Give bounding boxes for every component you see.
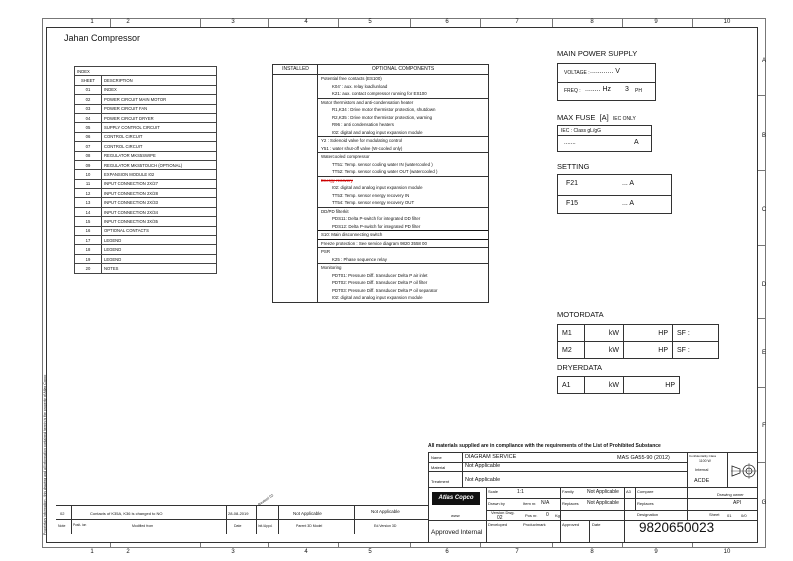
- index-sheet-number: 15: [75, 217, 102, 226]
- column-number: 3: [231, 19, 235, 25]
- dryer-row: [558, 377, 680, 394]
- index-sheet-number: 16: [75, 226, 102, 235]
- column-number-bottom: 2: [126, 549, 130, 555]
- setting-f15-label: F15: [566, 200, 579, 207]
- row-letter: G: [761, 500, 767, 506]
- motordata-table: [557, 324, 719, 359]
- column-number: 1: [90, 19, 94, 25]
- index-description: LEGEND: [102, 245, 217, 254]
- option-section: [318, 208, 488, 232]
- column-number-bottom: 6: [445, 549, 449, 555]
- index-description: POWER CIRCUIT FAN: [102, 104, 217, 113]
- index-sheet-number: 05: [75, 123, 102, 132]
- index-row: [75, 236, 217, 245]
- column-number-bottom: 1: [90, 549, 94, 555]
- treatment-value: Not Applicable: [465, 477, 501, 483]
- rev-header-version: Ed.Version 3D: [374, 524, 397, 528]
- company-title: Jahan Compressor: [64, 33, 141, 43]
- material-value: Not Applicable: [465, 463, 501, 469]
- index-row: [75, 226, 217, 235]
- material-label: Material: [431, 465, 446, 470]
- index-row: [75, 151, 217, 160]
- projection-symbol-icon: [731, 461, 757, 481]
- index-row: [75, 217, 217, 226]
- option-line: Y51 : water shut-off valve (W-cooled only): [321, 145, 403, 151]
- index-description: INDEX: [102, 85, 217, 94]
- sheet-value: 01: [727, 513, 732, 518]
- dryerdata-table: [557, 376, 680, 394]
- column-number: 8: [590, 19, 594, 25]
- option-line: K04' : aux. relay load/unload: [332, 83, 388, 89]
- option-line: PDT02: Pressure Diff. transducer Delta P oil filter: [332, 280, 428, 285]
- drawing-owner-value: API: [733, 500, 742, 506]
- index-header-sheet: SHEET: [75, 76, 102, 85]
- option-line: I02: digital and analog input expansion module: [332, 295, 423, 300]
- proprietary-side-note: Proprietary information - this drawing and all information contained herein is the property of Atlas Copco: [43, 374, 47, 535]
- option-line: K25 : Phase sequence relay: [332, 256, 387, 262]
- option-section: [318, 153, 488, 177]
- sheet-label: Sheet: [709, 512, 720, 517]
- productmark-label: Productmark: [523, 522, 546, 527]
- revision-description: Contacts of K35A, K36 is changed to NO: [90, 511, 163, 516]
- option-section: [318, 177, 488, 208]
- freq-value: ........ Hz: [585, 86, 612, 93]
- index-description: EXPANSION MODULE I02: [102, 170, 217, 179]
- motor-hp: HP: [624, 325, 673, 342]
- option-line: I02: digital and analog input expansion module: [332, 129, 423, 135]
- scale-value: 1:1: [517, 489, 524, 495]
- compliance-statement: All materials supplied are in compliance with the requirements of the List of Prohibited Substance: [428, 443, 661, 449]
- motor-sf: SF :: [673, 342, 719, 359]
- index-row: [75, 113, 217, 122]
- header-optional-components: OPTIONAL COMPONENTS: [371, 66, 435, 72]
- column-number: 7: [515, 19, 519, 25]
- fuse-value: .......: [564, 140, 576, 146]
- column-number: 10: [723, 19, 731, 25]
- developed-label: Developed: [488, 522, 508, 527]
- motor-kw: kW: [585, 342, 624, 359]
- index-sheet-number: 17: [75, 236, 102, 245]
- rev-header-pos: Posit- ion: [73, 523, 87, 527]
- freq-label: FREQ :: [564, 88, 581, 94]
- motor-hp: HP: [624, 342, 673, 359]
- phase-value: 3: [625, 86, 629, 93]
- index-row: [75, 123, 217, 132]
- item-label: Item nr.: [523, 501, 537, 506]
- option-line: Freeze protection : See service diagram 9820 3558 00: [321, 240, 427, 246]
- index-row: [75, 142, 217, 151]
- index-sheet-number: 19: [75, 254, 102, 263]
- pos-label: Pos nr.: [525, 513, 538, 518]
- item-value: N/A: [541, 500, 550, 506]
- revision-number: 02: [60, 511, 65, 516]
- voltage-value: ............ V: [590, 68, 620, 75]
- index-row: [75, 207, 217, 216]
- index-sheet-number: 04: [75, 113, 102, 122]
- motordata-title: MOTORDATA: [557, 310, 604, 319]
- index-sheet-number: 03: [75, 104, 102, 113]
- option-line: Y2 : Solenoid valve for modulating control: [321, 138, 403, 143]
- index-row: [75, 264, 217, 273]
- motor-row: [558, 325, 719, 342]
- index-description: REGULATOR MKS5TOUCH (OPTIONAL): [102, 160, 217, 169]
- index-description: OPTIONAL CONTACTS: [102, 226, 217, 235]
- option-line: TT53: Temp. sensor energy recovery IN: [332, 192, 410, 198]
- column-number: 4: [304, 19, 308, 25]
- sheet-of: 0/0: [741, 513, 747, 518]
- option-line: S10: Main disconnecting switch: [321, 232, 383, 237]
- motor-name: M2: [558, 342, 585, 359]
- option-section: [318, 137, 488, 153]
- setting-title: SETTING: [557, 162, 590, 171]
- fuse-unit: A: [634, 139, 639, 146]
- index-row: [75, 85, 217, 94]
- confidentiality-label: Confidentiality Class: [689, 454, 717, 458]
- column-number-bottom: 3: [231, 549, 235, 555]
- row-letter: C: [761, 207, 767, 213]
- setting-f15-value: ... A: [622, 200, 635, 207]
- motor-name: M1: [558, 325, 585, 342]
- title-block: [428, 452, 758, 543]
- option-line: R1,K34 : Drive motor thermistor protection, shutdown: [332, 107, 436, 112]
- row-letter: B: [761, 133, 766, 139]
- index-sheet-number: 20: [75, 264, 102, 273]
- dryer-hp: HP: [624, 377, 680, 394]
- revision-block: [56, 493, 428, 533]
- option-line: Monitoring: [321, 265, 342, 270]
- index-row: [75, 254, 217, 263]
- index-description: LEGEND: [102, 254, 217, 263]
- option-line: PDT01: Pressure Diff. transducer Delta P air inlet: [332, 272, 428, 278]
- index-description: LEGEND: [102, 236, 217, 245]
- date-label: Date: [592, 522, 601, 527]
- index-description: CONTROL CIRCUIT: [102, 132, 217, 141]
- motor-kw: kW: [585, 325, 624, 342]
- treatment-label: Treatment: [431, 479, 450, 484]
- drawn-by-label: Drawn by: [488, 501, 505, 506]
- approved-by-label: Approved: [562, 522, 580, 527]
- option-line: TT52: Temp. sensor cooling water OUT (watercooled ): [332, 169, 438, 174]
- index-sheet-number: 11: [75, 179, 102, 188]
- option-line: K21: aux. contact compressor running for ES100: [332, 91, 427, 96]
- index-description: CONTROL CIRCUIT: [102, 142, 217, 151]
- option-line: TT54: Temp. sensor energy recovery OUT: [332, 200, 415, 205]
- setting-box: [557, 174, 672, 214]
- pos-value: 0: [546, 512, 549, 518]
- approval-status: Approved Internal: [431, 529, 483, 536]
- index-sheet-number: 14: [75, 207, 102, 216]
- index-sheet-number: 01: [75, 85, 102, 94]
- family-value: Not Applicable: [587, 489, 619, 495]
- designation-label: Designation: [637, 512, 659, 517]
- revision-cad2: Not Applicable: [371, 509, 400, 514]
- column-number: 6: [445, 19, 449, 25]
- column-number: 2: [126, 19, 130, 25]
- kg-label: Kg: [555, 513, 560, 518]
- option-section: [318, 99, 488, 138]
- scale-label: Scale: [488, 489, 499, 494]
- motor-row: [558, 342, 719, 359]
- internal-label: Internal: [695, 467, 709, 472]
- header-installed: INSTALLED: [282, 66, 309, 72]
- power-supply-box: [557, 63, 656, 101]
- rev-header-modified: Modified from: [132, 524, 154, 528]
- www-label: www: [451, 513, 460, 518]
- revision-cad1: Not Applicable: [293, 511, 322, 516]
- column-number-bottom: 5: [368, 549, 372, 555]
- column-number-bottom: 9: [654, 549, 658, 555]
- index-description: INPUT CONNECTION 2X/34: [102, 207, 217, 216]
- index-row: [75, 132, 217, 141]
- index-description: POWER CIRCUIT MAIN MOTOR: [102, 95, 217, 104]
- family-label: Family: [562, 489, 574, 494]
- option-line: TT51: Temp. sensor cooling water IN (watercooled ): [332, 161, 433, 167]
- option-line: PSR: [321, 249, 331, 254]
- index-sheet-number: 07: [75, 142, 102, 151]
- index-description: INPUT CONNECTION 3X/35: [102, 217, 217, 226]
- version-label: Version Dwg.: [491, 510, 515, 515]
- version-value: 02: [497, 515, 503, 521]
- option-line: I02: digital and analog input expansion module: [332, 185, 423, 190]
- column-number: 9: [654, 19, 658, 25]
- option-line: Energy recovery: [321, 177, 353, 183]
- name-label: Name: [431, 455, 442, 460]
- index-sheet-number: 10: [75, 170, 102, 179]
- index-description: POWER CIRCUIT DRYER: [102, 113, 217, 122]
- index-sheet-number: 12: [75, 189, 102, 198]
- index-sheet-number: 09: [75, 160, 102, 169]
- compare-label: Compare: [637, 489, 654, 494]
- index-row: [75, 170, 217, 179]
- phase-unit: PH: [635, 88, 642, 94]
- replaces-value: Not Applicable: [587, 500, 619, 506]
- index-description: INPUT CONNECTION 2X/33: [102, 198, 217, 207]
- replaces-compare-label: Replaces: [637, 501, 654, 506]
- rev-header-note: Note: [58, 524, 66, 528]
- column-number: 5: [368, 19, 372, 25]
- motor-sf: SF :: [673, 325, 719, 342]
- index-sheet-number: 13: [75, 198, 102, 207]
- dryerdata-title: DRYERDATA: [557, 363, 603, 372]
- replaces-label: Replaces: [562, 501, 579, 506]
- a3-label: A3: [626, 489, 631, 494]
- rev-header-init: Init./Appd.: [258, 524, 273, 528]
- option-section: [318, 264, 488, 302]
- option-line: PDS11: Delta P-switch for integrated DD filter: [332, 216, 421, 221]
- acde-label: ACDE: [694, 478, 710, 484]
- row-letter: D: [761, 282, 767, 288]
- option-section: [318, 75, 488, 99]
- option-line: Potential free contacts (ES100): [321, 76, 382, 81]
- option-section: [318, 231, 488, 240]
- row-letter: E: [761, 350, 766, 356]
- options-header: [273, 65, 488, 75]
- column-number-bottom: 10: [723, 549, 731, 555]
- option-section: [318, 248, 488, 264]
- option-line: R2,K35 : Drive motor thermistor protection, warning: [332, 114, 433, 120]
- option-line: DD/PD filterkit: [321, 208, 349, 214]
- index-table: [74, 66, 217, 274]
- index-description: INPUT CONNECTION 2X/28: [102, 189, 217, 198]
- option-line: PDT03: Pressure Diff. transducer Delta P oil separator: [332, 287, 438, 293]
- confidentiality-code: 1100 W: [699, 459, 711, 463]
- setting-f21-label: F21: [566, 180, 579, 187]
- index-description: NOTES: [102, 264, 217, 273]
- index-row: [75, 245, 217, 254]
- row-letter: F: [762, 423, 766, 429]
- option-line: Motor thermistors and anti-condensation heater: [321, 99, 414, 105]
- row-letter: A: [761, 58, 766, 64]
- option-line: PDS12: Delta P-switch for integrated PD filter: [332, 223, 421, 229]
- column-number-bottom: 8: [590, 549, 594, 555]
- option-line: R96 : anti condensation heaters: [332, 122, 394, 127]
- column-number-bottom: 7: [515, 549, 519, 555]
- option-line: Watercooled compressor: [321, 154, 370, 159]
- index-row: [75, 95, 217, 104]
- index-row: [75, 160, 217, 169]
- index-header-description: DESCRIPTION: [102, 76, 217, 85]
- index-sheet-number: 02: [75, 95, 102, 104]
- name-value: DIAGRAM SERVICE: [465, 454, 517, 460]
- index-row: [75, 198, 217, 207]
- index-title: INDEX: [75, 67, 217, 76]
- index-description: INPUT CONNECTION 2X/27: [102, 179, 217, 188]
- drawing-owner-label: Drawing owner: [717, 492, 744, 497]
- revision-date: 28-08-2019: [228, 511, 249, 516]
- index-description: SUPPLY CONTROL CIRCUIT: [102, 123, 217, 132]
- column-number-bottom: 4: [304, 549, 308, 555]
- index-row: [75, 104, 217, 113]
- power-supply-title: MAIN POWER SUPPLY: [557, 49, 638, 58]
- drawing-number: 9820650023: [639, 520, 715, 535]
- fuse-class-label: IEC : Class gL/gG: [561, 128, 602, 134]
- index-sheet-number: 06: [75, 132, 102, 141]
- index-sheet-number: 18: [75, 245, 102, 254]
- dryer-kw: kW: [585, 377, 624, 394]
- dryer-name: A1: [558, 377, 585, 394]
- max-fuse-box: [557, 125, 652, 152]
- setting-f21-value: ... A: [622, 180, 635, 187]
- rev-header-panel: Parent 3D Model: [296, 524, 323, 528]
- option-section: [318, 240, 488, 249]
- voltage-label: VOLTAGE :: [564, 70, 590, 76]
- revision-stamp: Revised 02: [257, 493, 275, 507]
- index-row: [75, 189, 217, 198]
- rev-header-date: Date: [234, 524, 242, 528]
- index-sheet-number: 08: [75, 151, 102, 160]
- index-row: [75, 179, 217, 188]
- atlas-copco-logo: Atlas Copco: [432, 492, 480, 505]
- max-fuse-title: MAX FUSE [A] IEC ONLY: [557, 113, 636, 122]
- document-code: MAS GA55-90 (2012): [617, 455, 670, 461]
- index-description: REGULATOR MKS5SWIPE: [102, 151, 217, 160]
- optional-components-table: [272, 64, 489, 303]
